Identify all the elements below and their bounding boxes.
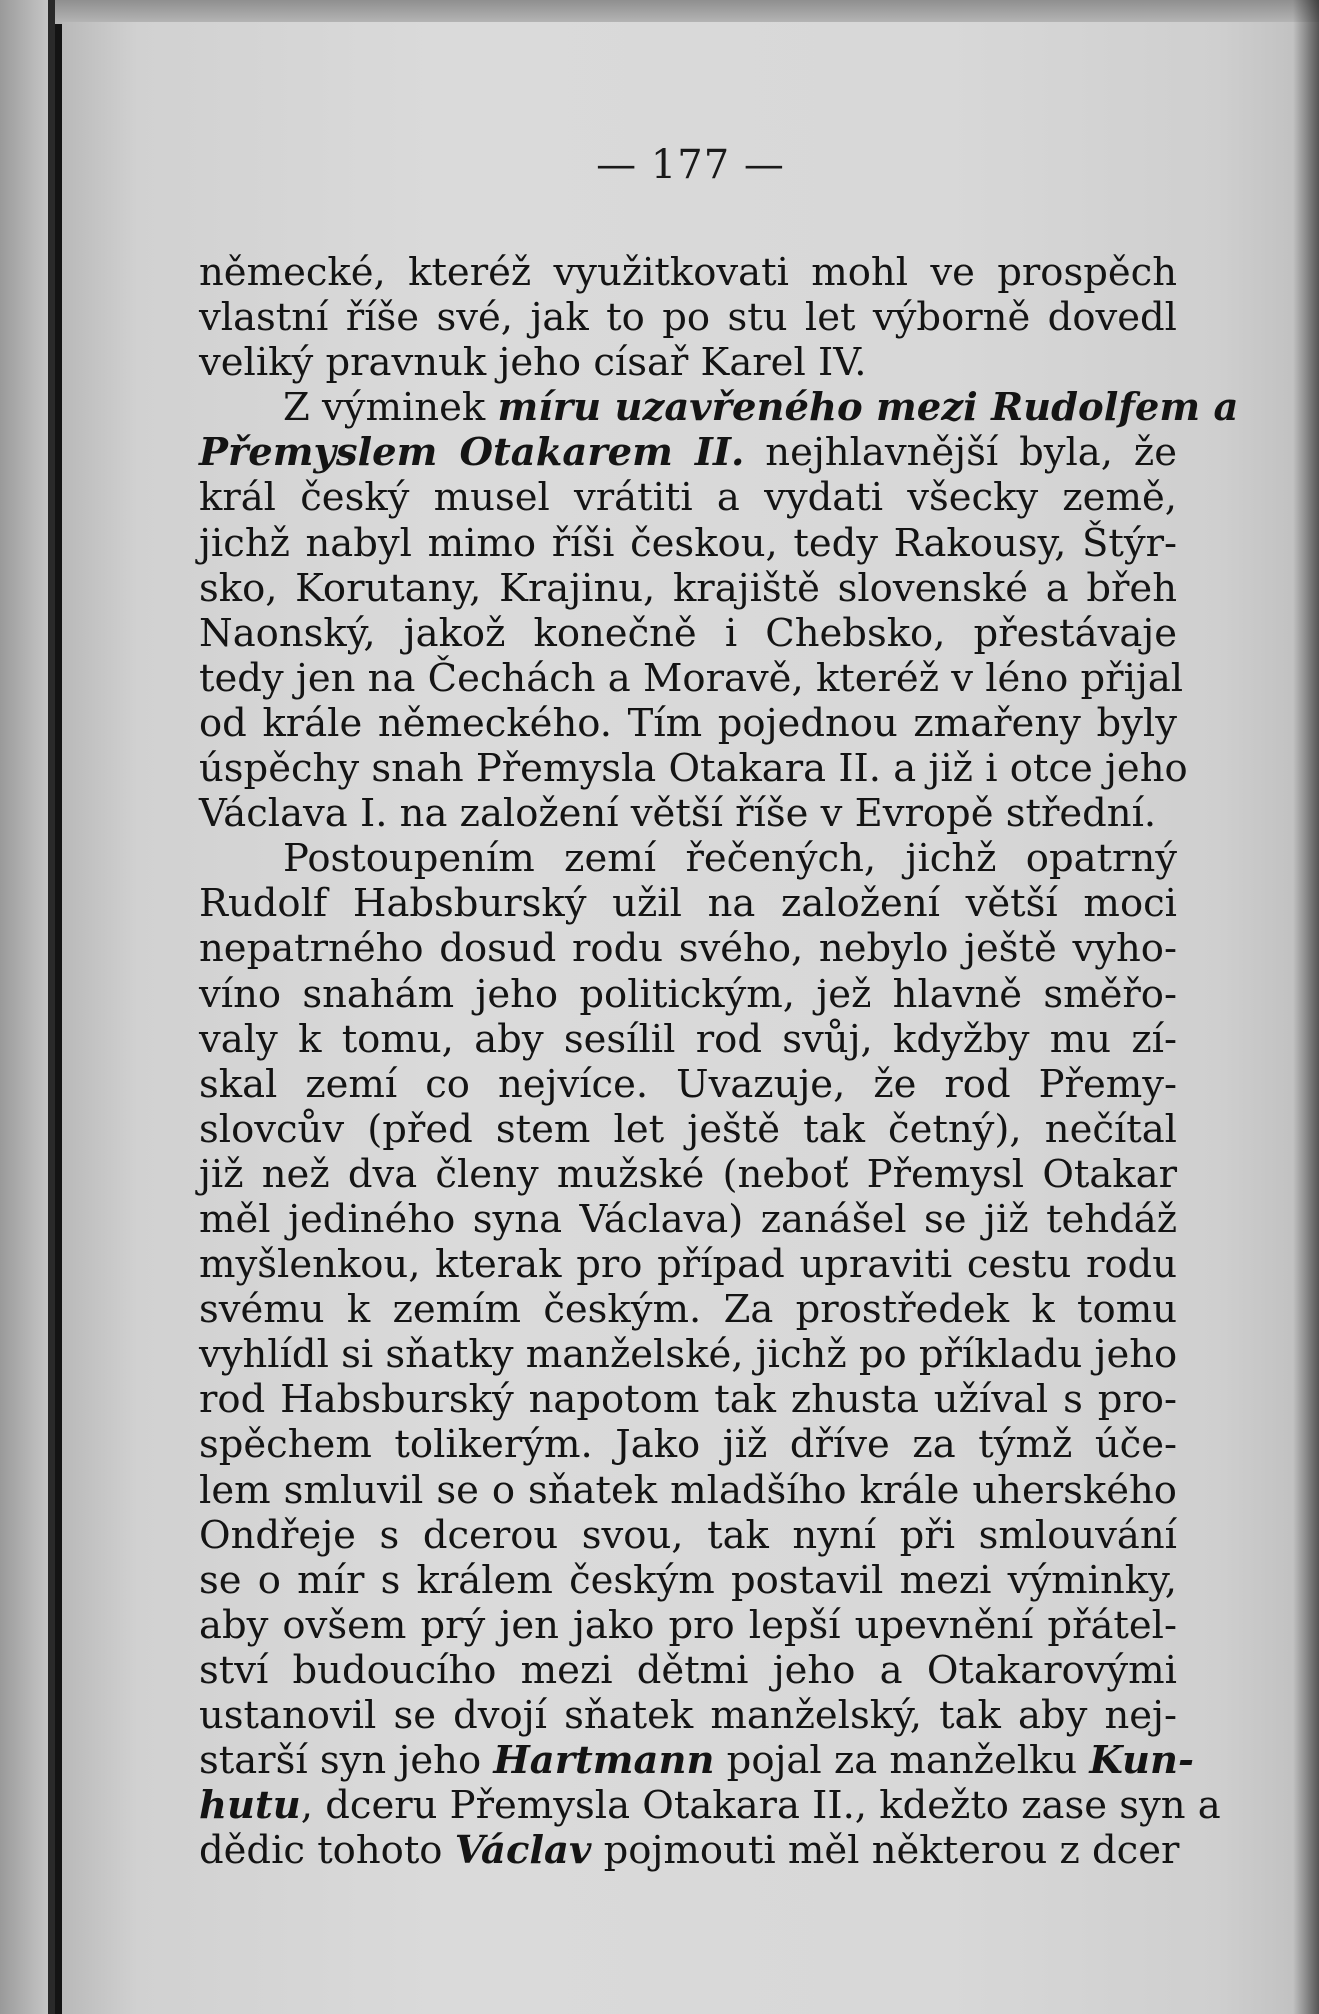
text-line: hutu, dceru Přemysla Otakara II., kdežto zase syn a bbox=[199, 1783, 1221, 1829]
text-line: ustanovil se dvojí sňatek manželský, tak aby nej- bbox=[199, 1693, 1177, 1738]
text-line: valy k tomu, aby sesílil rod svůj, kdyžby mu zí- bbox=[199, 1016, 1177, 1062]
top-edge bbox=[0, 0, 1319, 24]
text-line: aby ovšem prý jen jako pro lepší upevnění přátel- bbox=[199, 1602, 1177, 1648]
text-line: slovcův (před stem let ještě tak četný), nečítal bbox=[199, 1106, 1177, 1152]
text-line: dědic tohoto Václav pojmouti měl některou z dcer bbox=[199, 1828, 1180, 1874]
text-line: víno snahám jeho politickým, jež hlavně směřo- bbox=[199, 971, 1177, 1017]
text-line: vlastní říše své, jak to po stu let výborně dovedl bbox=[199, 295, 1177, 341]
text-line: úspěchy snah Přemysla Otakara II. a již i otce jeho bbox=[199, 746, 1188, 792]
text-line: měl jediného syna Václava) zanášel se již tehdáž bbox=[199, 1196, 1177, 1242]
body-text bbox=[199, 250, 1239, 1874]
text-line: od krále německého. Tím pojednou zmařeny byly bbox=[199, 700, 1177, 746]
text-line: skal zemí co nejvíce. Uvazuje, že rod Přemy- bbox=[199, 1061, 1177, 1107]
right-edge-shadow bbox=[1293, 0, 1319, 2014]
text-line: již než dva členy mužské (neboť Přemysl Otakar bbox=[199, 1151, 1177, 1197]
gutter-line bbox=[48, 0, 55, 2014]
text-line: se o mír s králem českým postavil mezi výminky, bbox=[199, 1557, 1177, 1603]
text-line: Naonský, jakož konečně i Chebsko, přestávaje bbox=[199, 610, 1177, 656]
text-line: veliký pravnuk jeho císař Karel IV. bbox=[199, 340, 867, 386]
text-line: spěchem tolikerým. Jako již dříve za týmž úče- bbox=[199, 1422, 1177, 1468]
text-line: vyhlídl si sňatky manželské, jichž po příkladu jeho bbox=[199, 1332, 1178, 1378]
page-number: — 177 — bbox=[596, 142, 785, 188]
page-sheet bbox=[62, 22, 1319, 2014]
text-line: Rudolf Habsburský užil na založení větší moci bbox=[199, 881, 1177, 927]
text-line: Přemyslem Otakarem II. nejhlavnější byla, že bbox=[199, 430, 1177, 476]
binding-strip bbox=[0, 0, 48, 2014]
text-line: nepatrného dosud rodu svého, nebylo ještě vyho- bbox=[199, 926, 1177, 972]
text-line: svému k zemím českým. Za prostředek k tomu bbox=[199, 1287, 1177, 1333]
text-line: starší syn jeho Hartmann pojal za manželku Kun- bbox=[199, 1738, 1194, 1784]
text-line: ství budoucího mezi dětmi jeho a Otakarovými bbox=[199, 1647, 1177, 1693]
text-line: král český musel vrátiti a vydati všecky země, bbox=[199, 475, 1177, 521]
text-line: Postoupením zemí řečených, jichž opatrný bbox=[283, 836, 1177, 882]
text-line: Václava I. na založení větší říše v Evropě střední. bbox=[199, 791, 1157, 837]
text-line: lem smluvil se o sňatek mladšího krále uherského bbox=[199, 1467, 1177, 1513]
text-line: Ondřeje s dcerou svou, tak nyní při smlouvání bbox=[199, 1512, 1177, 1558]
text-line: jichž nabyl mimo říši českou, tedy Rakousy, Štýr- bbox=[199, 520, 1177, 566]
text-line: myšlenkou, kterak pro případ upraviti cestu rodu bbox=[199, 1242, 1177, 1288]
text-line: německé, kteréž využitkovati mohl ve prospěch bbox=[199, 250, 1177, 295]
text-line: tedy jen na Čechách a Moravě, kteréž v léno přijal bbox=[199, 655, 1184, 701]
text-line: sko, Korutany, Krajinu, krajiště slovenské a břeh bbox=[199, 565, 1177, 611]
text-line: rod Habsburský napotom tak zhusta užíval s pro- bbox=[199, 1377, 1177, 1423]
text-line: Z výminek míru uzavřeného mezi Rudolfem a bbox=[283, 385, 1239, 431]
